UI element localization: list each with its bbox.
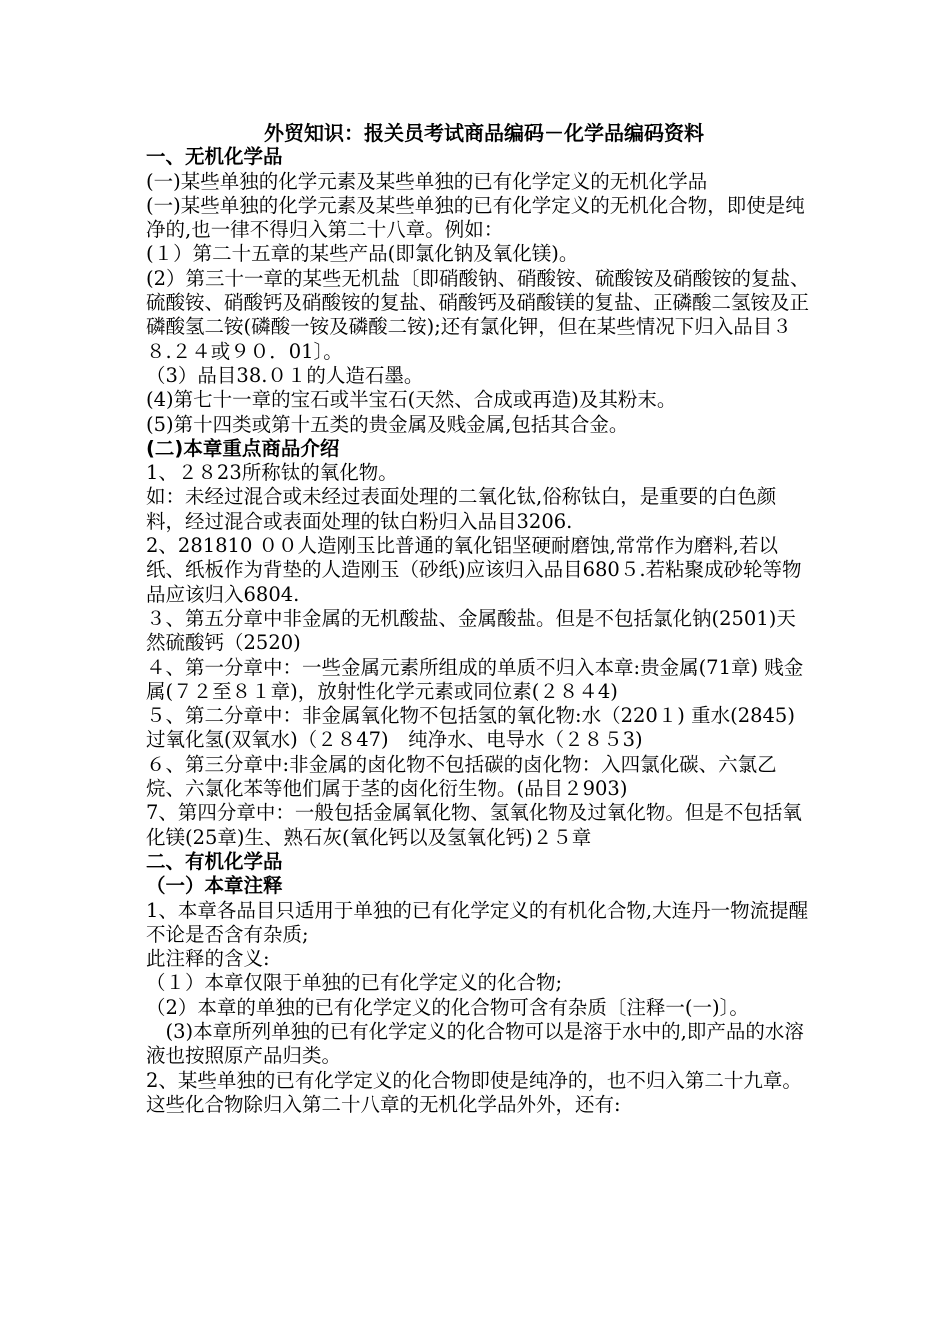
paragraph: (一)某些单独的化学元素及某些单独的已有化学定义的无机化合物，即使是纯净的,也一律不得归入第二十八章。例如： [146,193,805,242]
list-item: (3)本章所列单独的已有化学定义的化合物可以是溶于水中的,即产品的水溶液也按照原产品归类。 [146,1019,804,1068]
list-item: (4)第七十一章的宝石或半宝石(天然、合成或再造)及其粉末。 [146,388,677,412]
paragraph: 1、２８23所称钛的氧化物。 [146,461,398,485]
subsection-heading-key-goods: (二)本章重点商品介绍 [146,436,340,460]
paragraph: 7、第四分章中：一般包括金属氧化物、氢氧化物及过氧化物。但是不包括氧化镁(25章)生、熟石灰(氧化钙以及氢氧化钙)２５章 [146,801,802,849]
paragraph: 1、本章各品目只适用于单独的已有化学定义的有机化合物,大连丹一物流提醒不论是否含有杂质; [146,898,809,946]
paragraph: 如：未经过混合或未经过表面处理的二氧化钛,俗称钛白，是重要的白色颜料，经过混合或表面处理的钛白粉归入品目3206. [146,485,777,533]
subsection-heading-notes: （一）本章注释 [146,874,283,898]
paragraph: ４、第一分章中：一些金属元素所组成的单质不归入本章:贵金属(71章) 贱金属(７２至８１章)，放射性化学元素或同位素(２８４4) [146,655,804,703]
document-title: 外贸知识：报关员考试商品编码－化学品编码资料 [264,121,704,145]
document-page [146,121,812,1117]
section-heading-organic: 二、有机化学品 [146,849,283,873]
paragraph: ６、第三分章中:非金属的卤化物不包括碳的卤化物：入四氯化碳、六氯乙烷、六氯化苯等他们属于茎的卤化衍生物。(品目２903) [146,752,777,801]
paragraph: 2、281810 ００人造刚玉比普通的氧化铝坚硬耐磨蚀,常常作为磨料,若以纸、纸板作为背垫的人造刚玉（砂纸)应该归入品目680５.若粘聚成砂轮等物品应该归入6804. [146,534,802,606]
list-item: (１）第二十五章的某些产品(即氯化钠及氧化镁)。 [146,242,579,266]
subsection-title: (一)某些单独的化学元素及某些单独的已有化学定义的无机化学品 [146,169,708,193]
list-item: （１）本章仅限于单独的已有化学定义的化合物; [146,971,563,995]
section-heading-inorganic: 一、无机化学品 [146,145,283,169]
list-item: （3）品目38.０１的人造石墨。 [146,363,424,387]
paragraph: 2、某些单独的已有化学定义的化合物即使是纯净的，也不归入第二十九章。这些化合物除归入第二十八章的无机化学品外外，还有: [146,1068,802,1116]
paragraph: 此注释的含义: [146,947,270,971]
list-item: (5)第十四类或第十五类的贵金属及贱金属,包括其合金。 [146,412,629,436]
list-item: (2）第三十一章的某些无机盐〔即硝酸钠、硝酸铵、硫酸铵及硝酸铵的复盐、硫酸铵、硝酸钙及硝酸铵的复盐、硝酸钙及硝酸镁的复盐、正磷酸二氢铵及正磷酸氢二铵(磷酸一铵及磷酸二铵);还有氯化钾，但在某些情况下归入品目３８.２４或９０．01〕。 [146,266,810,363]
paragraph: ３、第五分章中非金属的无机酸盐、金属酸盐。但是不包括氯化钠(2501)天然硫酸钙（2520) [146,606,796,655]
list-item: （2）本章的单独的已有化学定义的化合物可含有杂质〔注释一(一)〕。 [146,995,749,1019]
paragraph: ５、第二分章中：非金属氧化物不包括氢的氧化物:水（220１) 重水(2845) 过氧化氢(双氧水)（２８47) 纯净水、电导水（２８５3) [146,704,795,752]
